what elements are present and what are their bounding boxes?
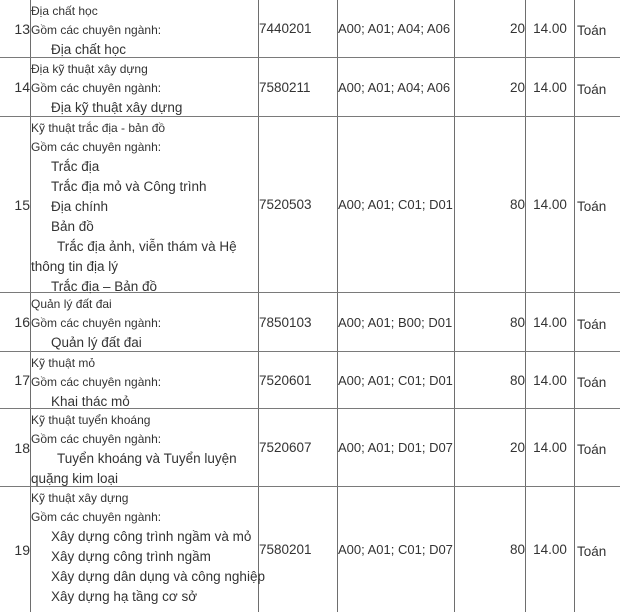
- quota: 80: [455, 293, 526, 351]
- min-score: 14.00: [526, 0, 575, 57]
- priority-subject: Toán: [577, 544, 607, 559]
- min-score: 14.00: [526, 352, 575, 408]
- table-row: [0, 58, 620, 117]
- min-score: 14.00: [526, 58, 575, 116]
- quota: 20: [455, 409, 526, 486]
- includes-label: Gồm các chuyên ngành:: [31, 432, 162, 446]
- quota: 80: [455, 487, 526, 612]
- specialization: Xây dựng công trình ngầm và mỏ: [51, 529, 252, 544]
- table-row: [0, 293, 620, 352]
- includes-label: Gồm các chuyên ngành:: [31, 316, 162, 330]
- priority-subject: Toán: [577, 23, 607, 38]
- includes-label: Gồm các chuyên ngành:: [31, 375, 162, 389]
- subject-combos: A00; A01; B00; D01: [338, 293, 455, 351]
- specialization: Địa chất học: [51, 42, 127, 57]
- row-number: 15: [0, 117, 31, 292]
- includes-label: Gồm các chuyên ngành:: [31, 510, 162, 524]
- subject-combos: A00; A01; D01; D07: [338, 409, 455, 486]
- includes-label: Gồm các chuyên ngành:: [31, 23, 162, 37]
- quota: 80: [455, 352, 526, 408]
- subject-combos: A00; A01; A04; A06: [338, 0, 455, 57]
- priority-subject: Toán: [577, 442, 607, 457]
- table-row: [0, 0, 620, 58]
- subject-combos: A00; A01; A04; A06: [338, 58, 455, 116]
- major-cell: [31, 0, 259, 57]
- specialization: Tuyển khoáng và Tuyển luyện quặng kim loại: [31, 451, 237, 486]
- major-cell: [31, 352, 259, 408]
- specialization: Xây dựng công trình ngầm: [51, 549, 211, 564]
- priority-subject: Toán: [577, 316, 607, 332]
- row-number: 17: [0, 352, 31, 408]
- major-name: Địa kỹ thuật xây dựng: [31, 62, 148, 76]
- specialization: Địa kỹ thuật xây dựng: [51, 100, 183, 115]
- specialization: Địa chính: [51, 199, 109, 214]
- min-score: 14.00: [526, 487, 575, 612]
- specialization: Xây dựng hạ tầng cơ sở: [51, 589, 198, 604]
- specialization: Trắc địa ảnh, viễn thám và Hệ thông tin địa lý: [31, 239, 237, 274]
- major-cell: [31, 117, 259, 292]
- min-score: 14.00: [526, 293, 575, 351]
- major-cell: [31, 58, 259, 116]
- priority-subject: Toán: [577, 81, 607, 97]
- table-row: [0, 487, 620, 612]
- major-name: Kỹ thuật xây dựng: [31, 491, 129, 505]
- row-number: 19: [0, 487, 31, 612]
- subject-combos: A00; A01; C01; D01: [338, 352, 455, 408]
- major-code: 7520601: [259, 352, 338, 408]
- specialization: Quản lý đất đai: [51, 335, 142, 350]
- row-number: 18: [0, 409, 31, 486]
- priority-subject: Toán: [577, 374, 607, 390]
- includes-label: Gồm các chuyên ngành:: [31, 81, 162, 95]
- major-code: 7520503: [259, 117, 338, 292]
- specialization: Trắc địa – Bản đồ: [51, 279, 158, 294]
- major-name: Địa chất học: [31, 4, 98, 18]
- major-code: 7580201: [259, 487, 338, 612]
- row-number: 13: [0, 0, 31, 57]
- major-cell: [31, 293, 259, 351]
- priority-subject: Toán: [577, 199, 607, 214]
- major-cell: [31, 487, 265, 612]
- major-name: Quản lý đất đai: [31, 297, 112, 311]
- major-code: 7520607: [259, 409, 338, 486]
- quota: 20: [455, 58, 526, 116]
- table-row: [0, 352, 620, 409]
- specialization: Xây dựng dân dụng và công nghiệp: [51, 569, 265, 584]
- specialization: Trắc địa: [51, 159, 100, 174]
- specialization: Bản đồ: [51, 219, 94, 234]
- major-cell: [31, 409, 259, 486]
- specialization: Trắc địa mỏ và Công trình: [51, 179, 207, 194]
- table-row: [0, 409, 620, 487]
- major-name: Kỹ thuật tuyển khoáng: [31, 413, 151, 427]
- major-name: Kỹ thuật mỏ: [31, 356, 96, 370]
- min-score: 14.00: [526, 117, 575, 292]
- row-number: 16: [0, 293, 31, 351]
- quota: 80: [455, 117, 526, 292]
- min-score: 14.00: [526, 409, 575, 486]
- subject-combos: A00; A01; C01; D01: [338, 117, 455, 292]
- subject-combos: A00; A01; C01; D07: [338, 487, 455, 612]
- major-code: 7850103: [259, 293, 338, 351]
- major-name: Kỹ thuật trắc địa - bản đồ: [31, 121, 166, 135]
- specialization: Khai thác mỏ: [51, 394, 130, 409]
- table-row: [0, 117, 620, 293]
- row-number: 14: [0, 58, 31, 116]
- major-code: 7580211: [259, 58, 338, 116]
- major-code: 7440201: [259, 0, 338, 57]
- includes-label: Gồm các chuyên ngành:: [31, 140, 162, 154]
- quota: 20: [455, 0, 526, 57]
